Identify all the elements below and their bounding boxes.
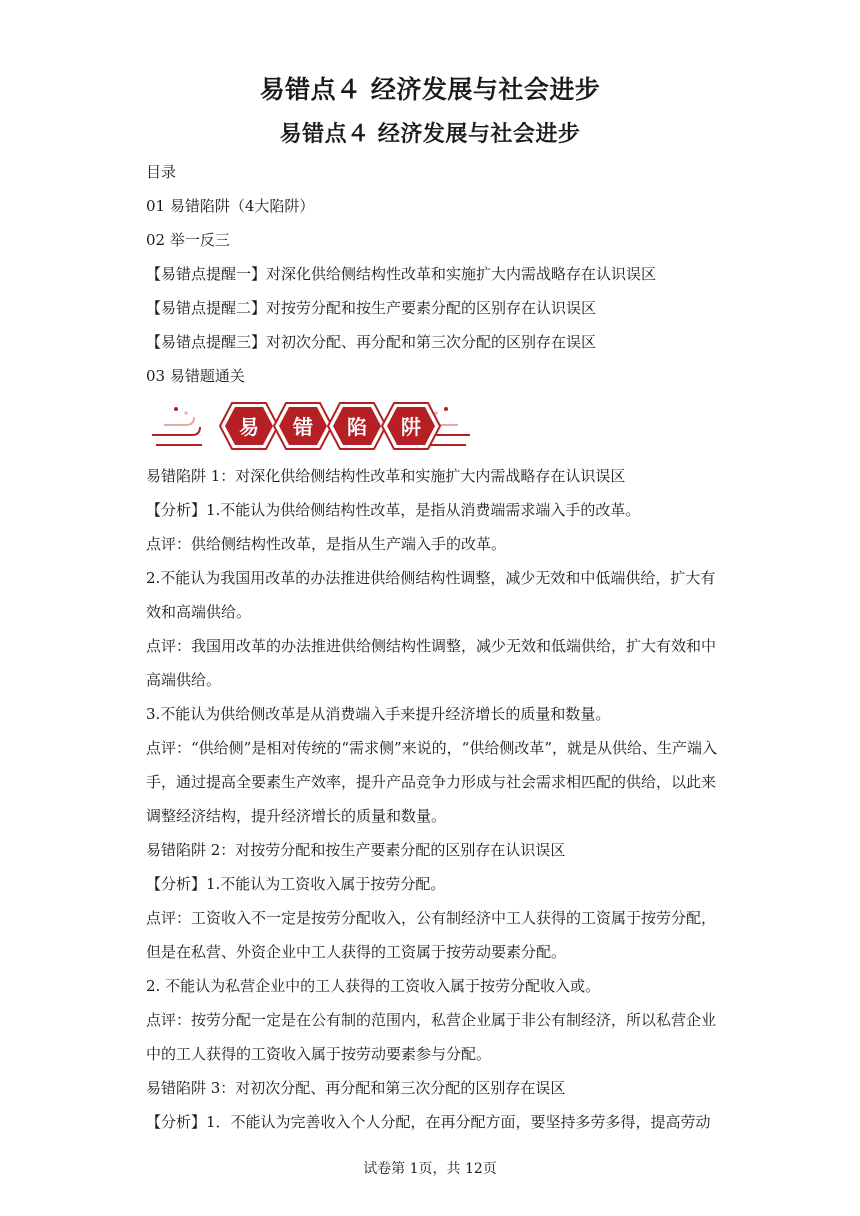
comment-paragraph: 调整经济结构，提升经济增长的质量和数量。 (146, 807, 447, 825)
banner-badge (328, 403, 386, 449)
banner-char: 阱 (401, 415, 421, 439)
banner-char: 易 (239, 415, 259, 439)
toc-item: 03 易错题通关 (146, 367, 245, 385)
comment-paragraph: 点评：按劳分配一定是在公有制的范围内，私营企业属于非公有制经济，所以私营企业 (146, 1011, 717, 1029)
pitfall-heading: 易错陷阱 2：对按劳分配和按生产要素分配的区别存在认识误区 (146, 841, 566, 859)
banner-char: 陷 (347, 415, 367, 439)
banner-badge (382, 403, 440, 449)
comment-paragraph: 点评：我国用改革的办法推进供给侧结构性调整，减少无效和低端供给，扩大有效和中 (146, 637, 717, 655)
document-subtitle: 易错点４ 经济发展与社会进步 (279, 121, 581, 147)
page-footer: 试卷第 1页，共 12页 (363, 1161, 497, 1177)
analysis-paragraph: 2. 不能认为私营企业中的工人获得的工资收入属于按劳分配收入或。 (146, 977, 601, 995)
toc-item: 【易错点提醒三】对初次分配、再分配和第三次分配的区别存在误区 (146, 333, 597, 351)
toc-item: 【易错点提醒二】对按劳分配和按生产要素分配的区别存在认识误区 (146, 299, 597, 317)
analysis-paragraph: 3.不能认为供给侧改革是从消费端入手来提升经济增长的质量和数量。 (146, 705, 611, 723)
comment-paragraph: 中的工人获得的工资收入属于按劳动要素参与分配。 (146, 1045, 492, 1063)
toc-heading: 目录 (146, 163, 177, 181)
banner-left-ornament (152, 407, 202, 445)
comment-paragraph: 高端供给。 (146, 671, 222, 689)
document-title: 易错点４ 经济发展与社会进步 (259, 75, 601, 104)
comment-paragraph: 但是在私营、外资企业中工人获得的工资属于按劳动要素分配。 (146, 943, 567, 961)
toc-item: 01 易错陷阱（4大陷阱） (146, 197, 315, 215)
banner-badge (274, 403, 332, 449)
analysis-paragraph: 2.不能认为我国用改革的办法推进供给侧结构性调整，减少无效和中低端供给，扩大有 (146, 569, 716, 587)
comment-paragraph: 点评：供给侧结构性改革，是指从生产端入手的改革。 (146, 535, 507, 553)
analysis-paragraph: 效和高端供给。 (146, 603, 252, 621)
pitfall-heading: 易错陷阱 3：对初次分配、再分配和第三次分配的区别存在误区 (146, 1079, 566, 1097)
banner-badge (220, 403, 278, 449)
comment-paragraph: 手，通过提高全要素生产效率，提升产品竞争力形成与社会需求相匹配的供给，以此来 (146, 773, 717, 791)
toc-item: 【易错点提醒一】对深化供给侧结构性改革和实施扩大内需战略存在认识误区 (146, 265, 657, 283)
banner-char: 错 (293, 415, 313, 439)
analysis-paragraph: 【分析】1.不能认为工资收入属于按劳分配。 (146, 875, 446, 893)
analysis-paragraph: 【分析】1．不能认为完善收入个人分配，在再分配方面，要坚持多劳多得，提高劳动 (146, 1113, 711, 1131)
pitfall-heading: 易错陷阱 1：对深化供给侧结构性改革和实施扩大内需战略存在认识误区 (146, 467, 626, 485)
comment-paragraph: 点评：工资收入不一定是按劳分配收入，公有制经济中工人获得的工资属于按劳分配， (146, 909, 717, 927)
toc-item: 02 举一反三 (146, 231, 230, 249)
comment-paragraph: 点评：“供给侧”是相对传统的“需求侧”来说的，“供给侧改革”，就是从供给、生产端入 (146, 739, 718, 757)
section-banner-pitfalls (146, 395, 476, 457)
analysis-paragraph: 【分析】1.不能认为供给侧结构性改革，是指从消费端需求端入手的改革。 (146, 501, 641, 519)
